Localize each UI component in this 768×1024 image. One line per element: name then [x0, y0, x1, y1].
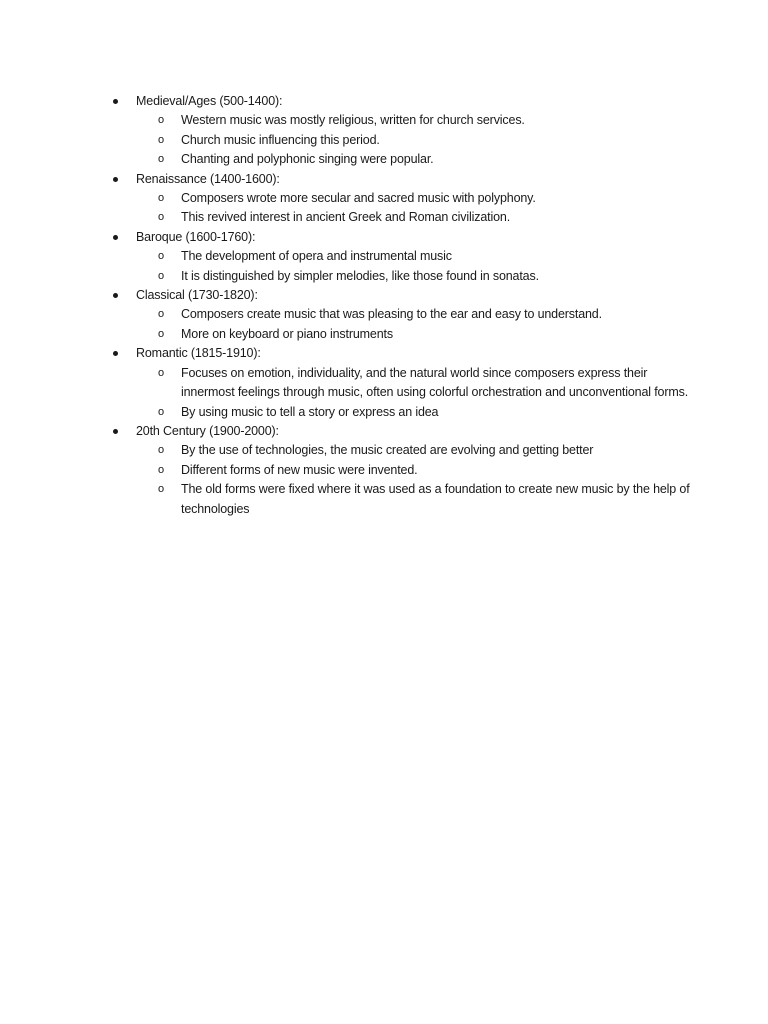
era-points: [136, 364, 693, 422]
circle-bullet-icon: o: [158, 114, 164, 127]
era-point: [136, 111, 693, 130]
era-point: [136, 480, 693, 519]
era-point: [136, 208, 693, 227]
era-points: [136, 247, 693, 286]
era-heading: Romantic (1815-1910):: [136, 346, 261, 361]
era-heading: 20th Century (1900-2000):: [136, 423, 279, 438]
era-section: [113, 228, 693, 286]
era-points: [136, 111, 693, 169]
era-point-text: Composers wrote more secular and sacred music with polyphony.: [181, 191, 536, 206]
music-eras-outline: [113, 92, 693, 519]
circle-bullet-icon: o: [158, 308, 164, 321]
era-section: [113, 422, 693, 519]
era-heading: Baroque (1600-1760):: [136, 229, 256, 244]
era-point: [136, 267, 693, 286]
era-heading: Renaissance (1400-1600):: [136, 171, 280, 186]
circle-bullet-icon: o: [158, 192, 164, 205]
circle-bullet-icon: o: [158, 269, 164, 282]
era-point-text: The development of opera and instrumental music: [181, 249, 452, 264]
era-heading: Medieval/Ages (500-1400):: [136, 94, 283, 108]
era-point: [136, 461, 693, 480]
circle-bullet-icon: o: [158, 405, 164, 418]
bullet-icon: [113, 293, 118, 298]
era-point-text: The old forms were fixed where it was used as a foundation to create new music by the help of technologies: [181, 482, 690, 516]
era-points: [136, 189, 693, 228]
circle-bullet-icon: o: [158, 463, 164, 476]
circle-bullet-icon: o: [158, 133, 164, 146]
bullet-icon: [113, 351, 118, 356]
era-point: [136, 364, 693, 403]
bullet-icon: [113, 235, 118, 240]
circle-bullet-icon: o: [158, 444, 164, 457]
era-section: [113, 286, 693, 344]
era-point-text: Chanting and polyphonic singing were popular.: [181, 152, 434, 167]
era-point-text: Different forms of new music were invented.: [181, 462, 418, 477]
era-point-text: More on keyboard or piano instruments: [181, 326, 393, 341]
era-point-text: By the use of technologies, the music created are evolving and getting better: [181, 443, 594, 458]
era-point: [136, 189, 693, 208]
era-point-text: Composers create music that was pleasing to the ear and easy to understand.: [181, 307, 602, 322]
era-point: [136, 131, 693, 150]
era-point-text: It is distinguished by simpler melodies, like those found in sonatas.: [181, 268, 539, 283]
era-point-text: Church music influencing this period.: [181, 132, 380, 147]
era-points: [136, 305, 693, 344]
circle-bullet-icon: o: [158, 483, 164, 496]
bullet-icon: [113, 99, 118, 104]
era-section: [113, 344, 693, 422]
era-point: [136, 305, 693, 324]
era-point-text: This revived interest in ancient Greek and Roman civilization.: [181, 210, 511, 225]
era-point: [136, 325, 693, 344]
era-points: [136, 441, 693, 519]
era-point-text: Western music was mostly religious, written for church services.: [181, 113, 525, 128]
era-point-text: By using music to tell a story or express an idea: [181, 404, 439, 419]
bullet-icon: [113, 177, 118, 182]
era-section: [113, 170, 693, 228]
circle-bullet-icon: o: [158, 327, 164, 340]
era-heading: Classical (1730-1820):: [136, 288, 258, 303]
era-point-text: Focuses on emotion, individuality, and the natural world since composers express their innermost feelings through music, often using colorful orchestration and unconventional forms.: [181, 365, 689, 400]
circle-bullet-icon: o: [158, 211, 164, 224]
era-section: [113, 92, 693, 170]
circle-bullet-icon: o: [158, 153, 164, 166]
era-point: [136, 441, 693, 460]
circle-bullet-icon: o: [158, 366, 164, 379]
circle-bullet-icon: o: [158, 250, 164, 263]
era-point: [136, 403, 693, 422]
era-point: [136, 150, 693, 169]
bullet-icon: [113, 429, 118, 434]
era-point: [136, 247, 693, 266]
